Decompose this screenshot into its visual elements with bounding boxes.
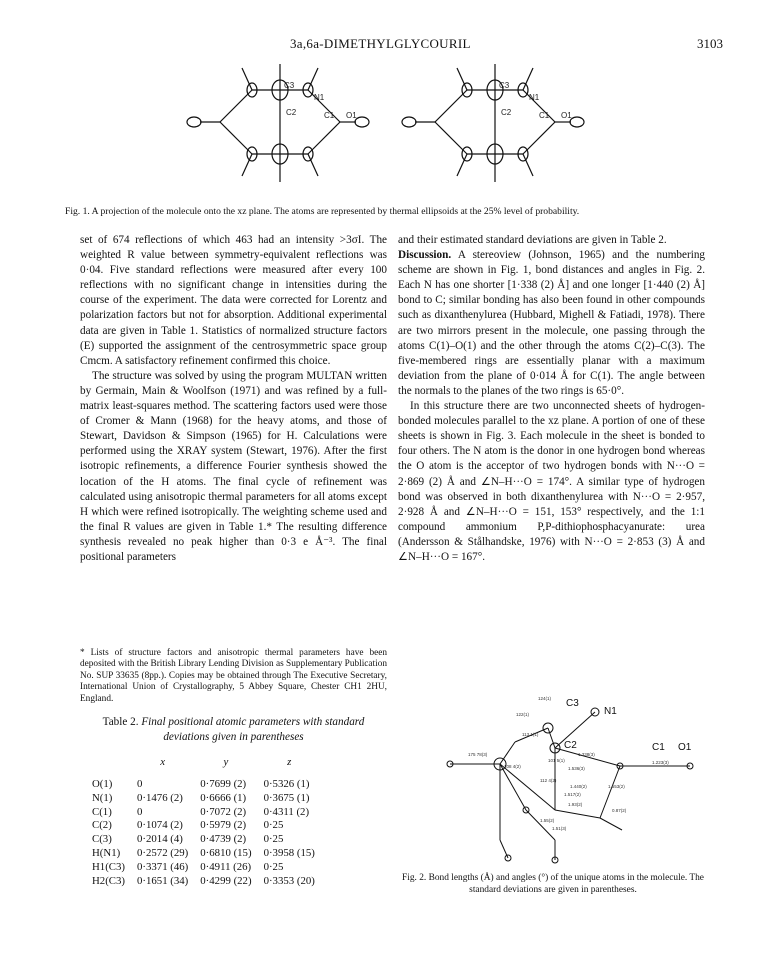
table-header-x: x [160, 756, 166, 768]
table-cell: 0·5326 (1) [263, 778, 310, 790]
fig2-label-c3: C3 [566, 698, 579, 709]
table-cell: 0·6666 (1) [200, 791, 247, 804]
fig2-label-c1: C1 [652, 742, 665, 753]
fig1-label-o1-b: O1 [561, 111, 572, 120]
fig2-value: 0.87(2) [612, 808, 627, 813]
table-cell: N(1) [92, 791, 113, 804]
fig2-value: 175 78(3) [468, 752, 488, 757]
fig1-label-n1: N1 [314, 93, 325, 102]
left-paragraph-1: set of 674 reflections of which 463 had an intensity >3σI. The weighted R value between symmetry-equivalent reflections was 0·04. Five standard reflections were measured after every 100 reflections with no significant change in intensities during the course of the experiment. The data were corrected for Lorentz and polarization factors but not for absorption. Additional experimental data are given in Table 1. Statistics of normalized structure factors (E) supported the assignment of the centrosymmetric space group Cmcm. A satisfactory refinement confirmed this choice. [80, 234, 387, 367]
molecule-1 [187, 64, 369, 182]
table-header-z: z [287, 756, 292, 768]
table-2 [86, 756, 321, 888]
table-cell: 0·4311 (2) [263, 805, 310, 818]
table-cell: 0·25 [263, 833, 284, 846]
right-column [398, 233, 705, 565]
fig1-label-o1: O1 [346, 111, 357, 120]
table-cell: H(N1) [92, 846, 121, 859]
fig2-value: 113 1(1) [522, 732, 539, 737]
fig1-label-c3: C3 [284, 81, 295, 90]
table-cell: 0·1476 (2) [137, 791, 183, 804]
table-cell: 0·25 [263, 860, 284, 873]
table-cell: C(3) [92, 833, 112, 846]
fig2-value: 122(1) [516, 712, 530, 717]
table-cell: 0·3353 (20) [263, 874, 315, 887]
discussion-heading: Discussion. [398, 249, 452, 262]
fig2-value: 124(1) [538, 696, 552, 701]
table-cell: H2(C3) [92, 874, 125, 887]
table-cell: 0·7072 (2) [200, 805, 247, 818]
fig2-value: 1.55(2) [540, 818, 555, 823]
fig1-label-c2: C2 [286, 108, 297, 117]
table-cell: 0·3371 (46) [137, 860, 189, 873]
fig1-label-c3-b: C3 [499, 81, 510, 90]
table-cell: H1(C3) [92, 860, 125, 873]
table-cell: 0·4739 (2) [200, 833, 247, 846]
table-row [86, 778, 321, 792]
fig2-value: 1.517(2) [564, 792, 581, 797]
fig2-value: 1.93(2) [568, 802, 583, 807]
table-cell: C(1) [92, 805, 112, 818]
fig2-value: 108 4(2) [504, 764, 521, 769]
table-cell: C(2) [92, 819, 112, 832]
table-cell: O(1) [92, 778, 113, 790]
table-row [86, 819, 321, 833]
right-paragraph-3: In this structure there are two unconnected sheets of hydrogen-bonded molecules parallel to the xz plane. A portion of one of these sheets is shown in Fig. 3. Each molecule in the sheet is bonded to four others. The N atom is the donor in one hydrogen bond whereas the O atom is the acceptor of two hydrogen bonds with N···O = 2·869 (2) Å and ∠N–H···O = 174°. A similar type of hydrogen bond was observed in both dixanthenylurea with N···O = 2·957, 2·928 Å and ∠N–H···O = 151, 153° respectively, and the 1:1 compound ammonium P,P-dithiophosphacyanurate: urea (Andersson & Stålhandske, 1976) with N···O = 2·853 (3) Å and ∠N–H···O = 167°. [398, 400, 705, 563]
fig1-label-n1-b: N1 [529, 93, 540, 102]
table-header-row [86, 756, 321, 778]
table-cell: 0·4911 (26) [200, 860, 252, 873]
table-row [86, 833, 321, 847]
fig2-value: 1.338(3) [578, 752, 595, 757]
fig1-label-c1: C1 [324, 111, 335, 120]
fig2-value: 1.536(3) [568, 766, 585, 771]
figure-1-drawing [180, 60, 600, 200]
running-title: 3a,6a-DIMETHYLGLYCOURIL [290, 36, 471, 51]
table-cell: 0 [137, 778, 143, 790]
table-row [86, 792, 321, 806]
fig2-value: 112 4(2) [540, 778, 557, 783]
figure-2-caption: Fig. 2. Bond lengths (Å) and angles (°) of the unique atoms in the molecule. The standard deviations are given in parentheses. [402, 873, 704, 895]
table-row [86, 861, 321, 875]
table-cell: 0·4299 (22) [200, 874, 252, 887]
figure-1-caption: Fig. 1. A projection of the molecule onto the xz plane. The atoms are represented by thermal ellipsoids at the 25% level of probability. [65, 206, 580, 217]
fig2-value: 1.223(3) [652, 760, 669, 765]
table-header-y: y [223, 756, 229, 768]
fig2-label-n1: N1 [604, 706, 617, 717]
discussion-paragraph: A stereoview (Johnson, 1965) and the numbering scheme are shown in Fig. 1, bond distances and angles in Fig. 2. Each N has one shorter [1·338 (2) Å] and one longer [1·440 (2) Å] bond to C; similar bonding has also been found in other compounds such as dixanthenylurea (Hubbard, Mighell & Fatiadi, 1978). There are two mirrors present in the molecule, one passing through the atoms C(1)–O(1) and the other through the atoms C(2)–C(3). The five-membered rings are essentially planar with a maximum deviation from the plane of 0·014 Å for C(1). The angle between the normals to the planes of the two rings is 65·0°. [398, 249, 706, 397]
table-row [86, 806, 321, 820]
table-cell: 0·2014 (4) [137, 833, 183, 846]
table-cell: 0·25 [263, 819, 284, 832]
table-header-atom [86, 756, 131, 778]
table-cell: 0·1651 (34) [137, 874, 189, 887]
table-cell: 0·1074 (2) [137, 819, 183, 832]
table-row [86, 875, 321, 889]
table-cell: 0·5979 (2) [200, 819, 247, 832]
table-cell: 0·2572 (29) [137, 846, 189, 859]
table-cell: 0·3958 (15) [263, 846, 315, 859]
table-2-caption-lead: Table 2. [102, 716, 139, 728]
table-cell: 0·7699 (2) [200, 778, 247, 790]
fig2-value: 1.51(3) [552, 826, 567, 831]
page-number: 3103 [697, 36, 723, 51]
left-paragraph-2: The structure was solved by using the program MULTAN written by Germain, Main & Woolfson (1971) and was refined by a full-matrix least-squares method. The scattering factors used were those of Cromer & Mann (1968) for the heavy atoms, and those of Stewart, Davidson & Simpson (1965) for H. Calculations were performed using the XRAY system (Stewart, 1976). After the first isotropic refinements, a difference Fourier synthesis showed the location of the H atoms. The final cycle of refinement was calculated using anisotropic thermal parameters for all atoms except H which were refined isotropically. The weighting scheme used and the final R values are given in Table 1.* The resulting difference synthesis revealed no peak higher than 0·3 e Å⁻³. The final positional parameters [80, 369, 387, 563]
table-2-caption [80, 715, 387, 744]
fig2-label-c2: C2 [564, 740, 577, 751]
table-cell: 0·3675 (1) [263, 791, 310, 804]
table-2-caption-text: Final positional atomic parameters with standard deviations given in parentheses [141, 716, 365, 743]
left-column [80, 233, 387, 565]
fig2-value: 1.553(2) [608, 784, 625, 789]
fig2-value: 101 5(1) [548, 758, 565, 763]
fig2-label-o1: O1 [678, 742, 692, 753]
table-cell: 0 [137, 805, 143, 818]
table-row [86, 847, 321, 861]
figure-2-drawing [440, 690, 710, 868]
fig1-label-c2-b: C2 [501, 108, 512, 117]
molecule-2 [402, 64, 584, 182]
fig2-value: 1.440(2) [570, 784, 587, 789]
fig1-label-c1-b: C1 [539, 111, 550, 120]
table-cell: 0·6810 (15) [200, 846, 252, 859]
footnote: * Lists of structure factors and anisotropic thermal parameters have been deposited with the British Library Lending Division as Supplementary Publication No. SUP 33635 (8pp.). Copies may be obtained through The Executive Secretary, International Union of Crystallography, 5 Abbey Square, Chester CH1 2HU, England. [80, 648, 388, 704]
right-paragraph-1: and their estimated standard deviations are given in Table 2. [398, 234, 667, 246]
